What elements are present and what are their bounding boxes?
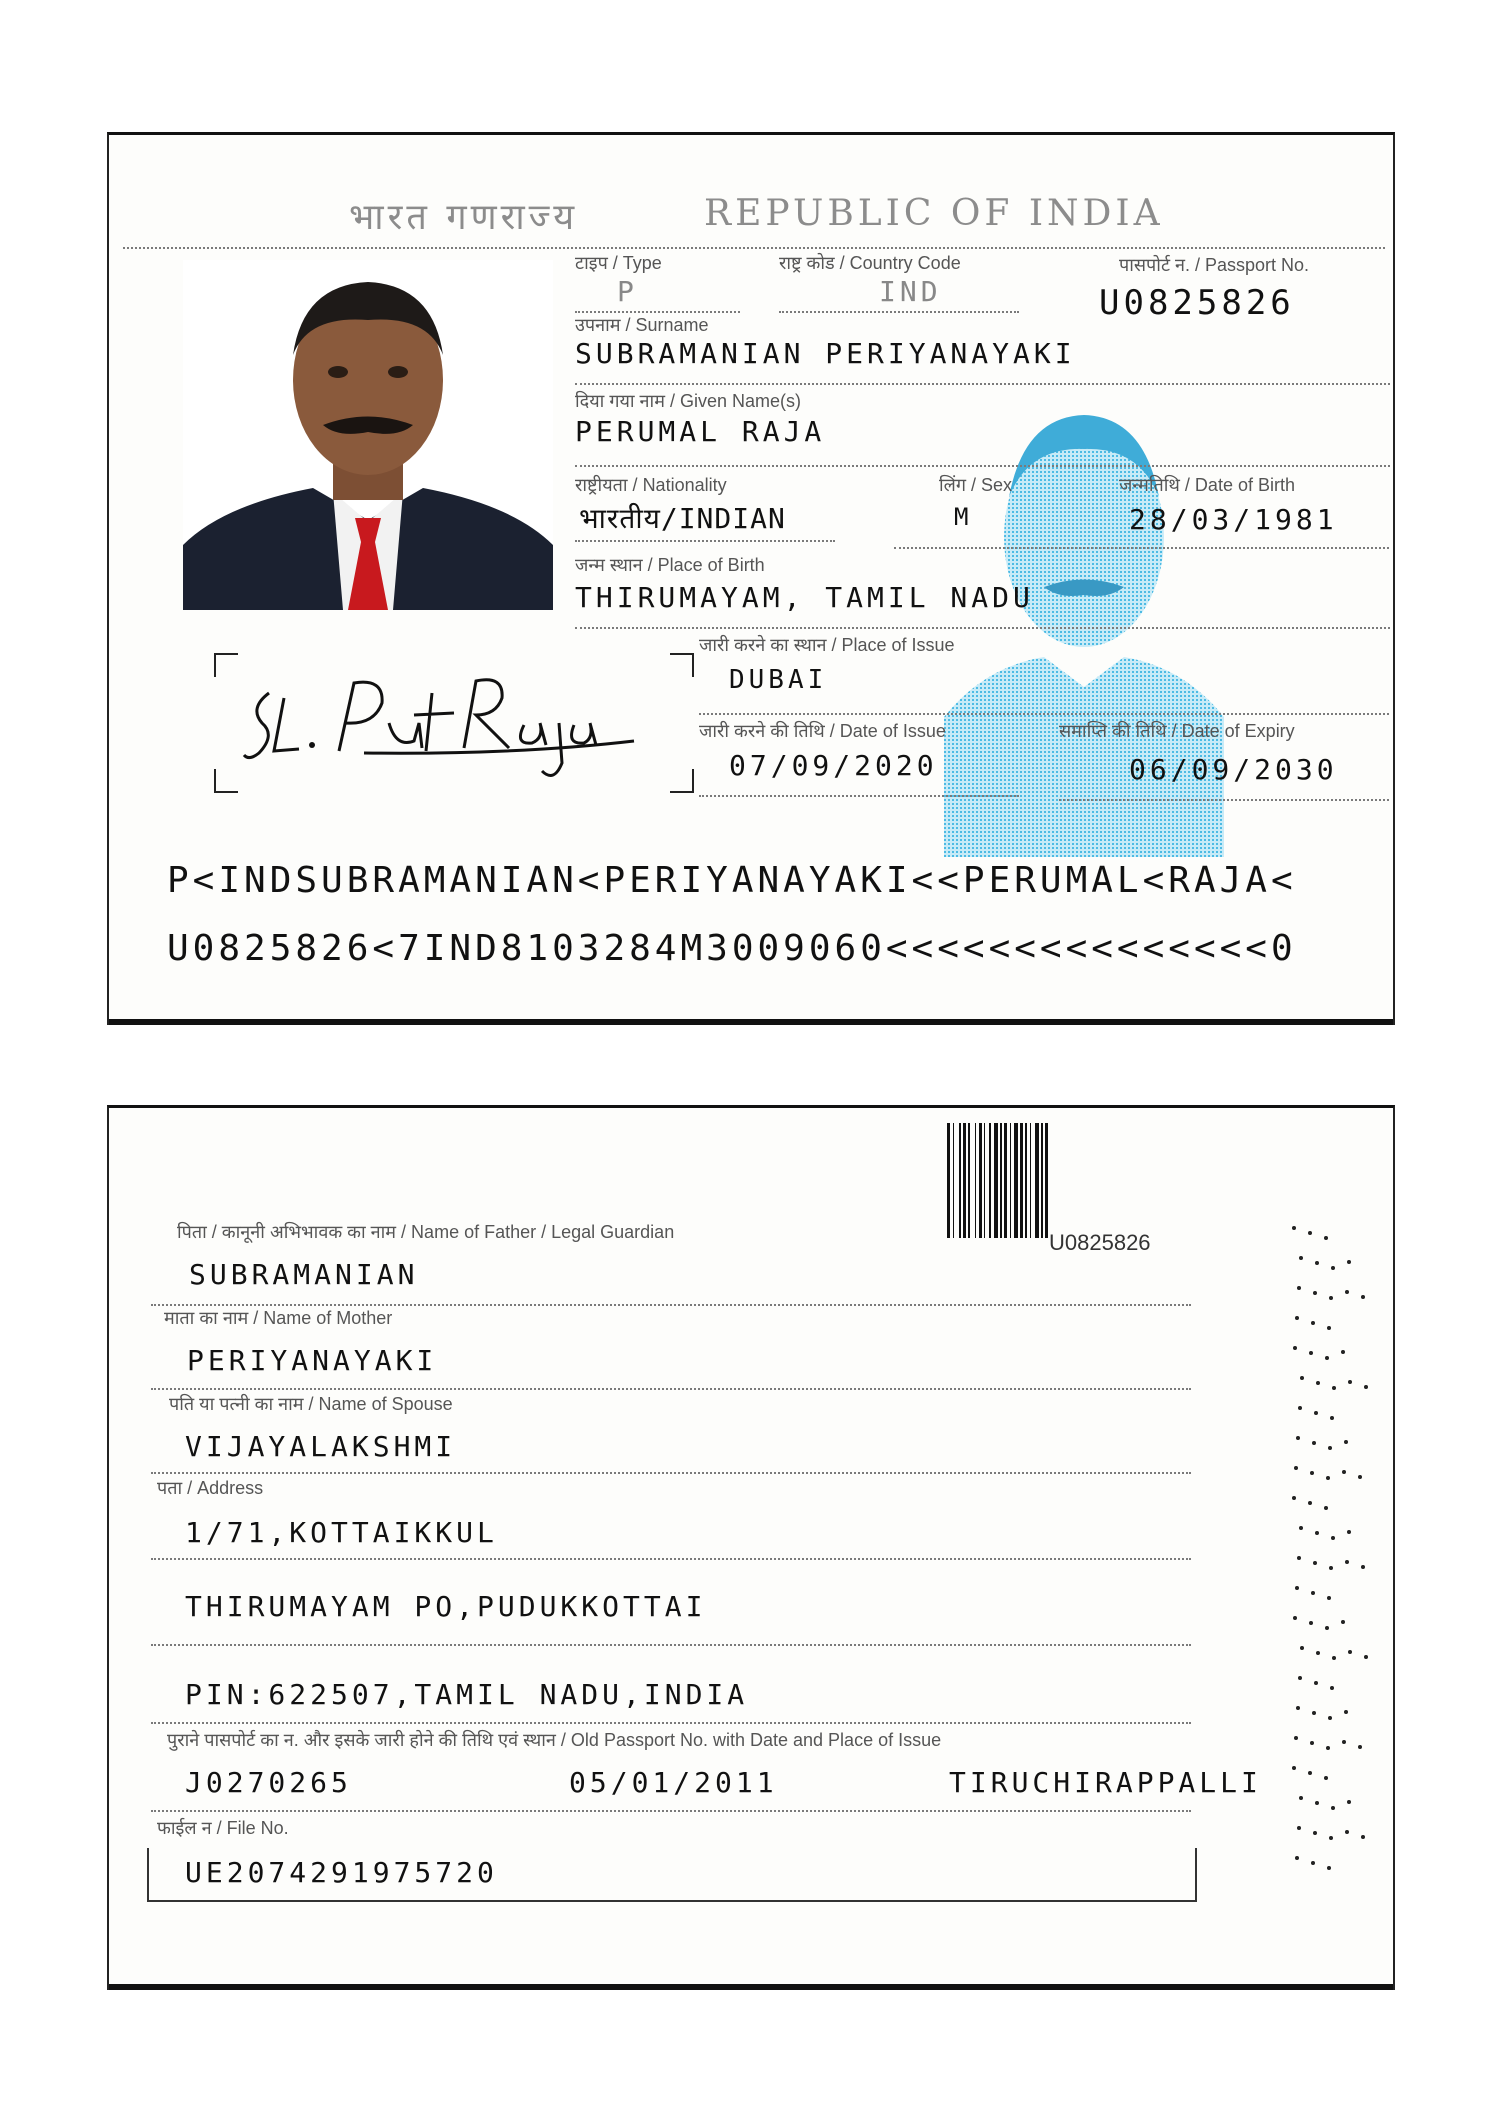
perforation-dot [1309, 1351, 1313, 1355]
perforation-dot [1329, 1836, 1333, 1840]
perforation-dot [1295, 1316, 1299, 1320]
date-of-issue-value: 07/09/2020 [729, 749, 938, 782]
type-value: P [617, 275, 638, 308]
perforation-dot [1345, 1560, 1349, 1564]
barcode-gap [1048, 1123, 1051, 1238]
perforation-dot [1300, 1376, 1304, 1380]
perforation-dot [1310, 1471, 1314, 1475]
perforation-dot [1293, 1616, 1297, 1620]
perforation-dot [1330, 1686, 1334, 1690]
spouse-value: VIJAYALAKSHMI [185, 1430, 457, 1463]
perforation-dot [1364, 1385, 1368, 1389]
label-father: पिता / कानूनी अभिभावक का नाम / Name of Father / Legal Guardian [177, 1222, 675, 1242]
surname-rule [575, 383, 1390, 385]
passport-back-page [107, 1105, 1395, 1990]
perforation-dot [1315, 1261, 1319, 1265]
perforation-dot [1298, 1676, 1302, 1680]
perforation-dot [1315, 1531, 1319, 1535]
perforation-dot [1345, 1830, 1349, 1834]
label-date-of-issue: जारी करने की तिथि / Date of Issue [699, 721, 946, 741]
signature-box [214, 653, 694, 793]
perforation-dot [1361, 1565, 1365, 1569]
perforation-dot [1316, 1381, 1320, 1385]
perforation-dot [1297, 1826, 1301, 1830]
old-passport-place: TIRUCHIRAPPALLI [949, 1766, 1262, 1799]
perforation-dot [1326, 1476, 1330, 1480]
label-nationality: राष्ट्रीयता / Nationality [575, 475, 727, 495]
label-place-of-birth: जन्म स्थान / Place of Birth [575, 555, 765, 575]
perforation-dot [1308, 1501, 1312, 1505]
perforation-dot [1310, 1741, 1314, 1745]
given-names-rule [575, 465, 1390, 467]
perforation-dot [1326, 1746, 1330, 1750]
father-value: SUBRAMANIAN [189, 1258, 419, 1291]
perforation-dot [1361, 1295, 1365, 1299]
perforation-dot [1311, 1591, 1315, 1595]
perforation-dot [1324, 1776, 1328, 1780]
perforation-dot [1358, 1745, 1362, 1749]
date-of-expiry-value: 06/09/2030 [1129, 753, 1338, 786]
spouse-rule [151, 1472, 1191, 1474]
old-passport-rule [151, 1810, 1191, 1812]
place-of-birth-value: THIRUMAYAM, TAMIL NADU [575, 581, 1034, 614]
perforation-dot [1327, 1326, 1331, 1330]
nationality-value: भारतीय/INDIAN [579, 502, 786, 535]
perforation-dot [1313, 1831, 1317, 1835]
mother-value: PERIYANAYAKI [187, 1344, 438, 1377]
file-no-value: UE2074291975720 [185, 1856, 498, 1889]
place-of-issue-rule [699, 713, 1389, 715]
date-of-issue-rule [699, 795, 1019, 797]
perforation-dot [1294, 1466, 1298, 1470]
old-passport-no: J0270265 [185, 1766, 352, 1799]
label-given-names: दिया गया नाम / Given Name(s) [575, 391, 802, 411]
label-dob: जन्मतिथि / Date of Birth [1119, 475, 1295, 495]
place-of-birth-rule [575, 627, 1390, 629]
perforation-dot [1296, 1706, 1300, 1710]
perforation-dot [1292, 1226, 1296, 1230]
perforation-dot [1298, 1406, 1302, 1410]
perforation-dot [1313, 1291, 1317, 1295]
perforation-dot [1364, 1655, 1368, 1659]
header-divider [123, 247, 1385, 249]
perforation-dot [1325, 1356, 1329, 1360]
date-of-expiry-rule [1059, 799, 1389, 801]
signature-corner [214, 769, 238, 793]
passport-data-page [107, 132, 1395, 1025]
label-spouse: पति या पत्नी का नाम / Name of Spouse [169, 1394, 453, 1414]
perforation-dot [1358, 1475, 1362, 1479]
perforation-dot [1348, 1380, 1352, 1384]
perforation-dot [1329, 1566, 1333, 1570]
address-rule-3 [151, 1722, 1191, 1724]
perforation-dot [1296, 1436, 1300, 1440]
perforation-dot [1312, 1711, 1316, 1715]
perforation-dot [1344, 1710, 1348, 1714]
perforation-dot [1329, 1296, 1333, 1300]
perforation-dot [1331, 1806, 1335, 1810]
perforation-dot [1295, 1586, 1299, 1590]
perforation-dot [1347, 1800, 1351, 1804]
header-english: REPUBLIC OF INDIA [704, 193, 1164, 234]
perforation-dot [1309, 1621, 1313, 1625]
label-date-of-expiry: समाप्ति की तिथि / Date of Expiry [1059, 721, 1295, 741]
passport-no-value: U0825826 [1099, 283, 1295, 323]
label-type: टाइप / Type [575, 253, 662, 273]
barcode-number: U0825826 [1049, 1230, 1151, 1255]
dob-rule [894, 547, 1389, 549]
address-line-2: THIRUMAYAM PO,PUDUKKOTTAI [185, 1590, 707, 1623]
label-place-of-issue: जारी करने का स्थान / Place of Issue [699, 635, 955, 655]
perforation-dot [1342, 1740, 1346, 1744]
perforation-dot [1314, 1681, 1318, 1685]
mrz-line-2: U0825826<7IND8103284M3009060<<<<<<<<<<<<<<<0 [167, 928, 1297, 969]
signature [214, 653, 694, 793]
perforation-dot [1294, 1736, 1298, 1740]
label-country-code: राष्ट्र कोड / Country Code [779, 253, 961, 273]
address-rule-1 [151, 1558, 1191, 1560]
perforation-dot [1327, 1596, 1331, 1600]
perforation-dot [1308, 1771, 1312, 1775]
signature-corner [670, 653, 694, 677]
nationality-rule [575, 540, 835, 542]
perforation-dot [1332, 1386, 1336, 1390]
given-names-value: PERUMAL RAJA [575, 415, 826, 448]
holder-photo [183, 260, 553, 610]
address-rule-2 [151, 1644, 1191, 1646]
perforation-dot [1332, 1656, 1336, 1660]
surname-value: SUBRAMANIAN PERIYANAYAKI [575, 337, 1076, 370]
perforation-dot [1344, 1440, 1348, 1444]
perforation-dot [1299, 1796, 1303, 1800]
security-perforations [1284, 1226, 1374, 1926]
perforation-dot [1308, 1231, 1312, 1235]
label-passport-no: पासपोर्ट न. / Passport No. [1119, 255, 1310, 275]
perforation-dot [1324, 1236, 1328, 1240]
perforation-dot [1325, 1626, 1329, 1630]
label-file-no: फाईल न / File No. [157, 1818, 289, 1838]
perforation-dot [1330, 1416, 1334, 1420]
perforation-dot [1300, 1646, 1304, 1650]
perforation-dot [1361, 1835, 1365, 1839]
perforation-dot [1347, 1260, 1351, 1264]
perforation-dot [1313, 1561, 1317, 1565]
old-passport-date: 05/01/2011 [569, 1766, 778, 1799]
perforation-dot [1314, 1411, 1318, 1415]
address-line-3: PIN:622507,TAMIL NADU,INDIA [185, 1678, 749, 1711]
perforation-dot [1347, 1530, 1351, 1534]
perforation-dot [1345, 1290, 1349, 1294]
header-hindi: भारत गणराज्य [349, 197, 579, 238]
perforation-dot [1293, 1346, 1297, 1350]
perforation-dot [1348, 1650, 1352, 1654]
perforation-dot [1312, 1441, 1316, 1445]
perforation-dot [1331, 1266, 1335, 1270]
dob-value: 28/03/1981 [1129, 503, 1338, 536]
perforation-dot [1311, 1861, 1315, 1865]
country-code-rule [779, 311, 1019, 313]
perforation-dot [1331, 1536, 1335, 1540]
label-surname: उपनाम / Surname [575, 315, 709, 335]
sex-value: M [954, 503, 973, 531]
perforation-dot [1342, 1470, 1346, 1474]
perforation-dot [1324, 1506, 1328, 1510]
perforation-dot [1292, 1766, 1296, 1770]
perforation-dot [1299, 1526, 1303, 1530]
address-line-1: 1/71,KOTTAIKKUL [185, 1516, 498, 1549]
perforation-dot [1316, 1651, 1320, 1655]
ghost-image [944, 387, 1224, 857]
signature-corner [670, 769, 694, 793]
perforation-dot [1341, 1620, 1345, 1624]
perforation-dot [1341, 1350, 1345, 1354]
label-sex: लिंग / Sex [939, 475, 1013, 495]
perforation-dot [1295, 1856, 1299, 1860]
label-old-passport: पुराने पासपोर्ट का न. और इसके जारी होने की तिथि एवं स्थान / Old Passport No. with Date and Place of Issue [167, 1730, 942, 1750]
label-mother: माता का नाम / Name of Mother [164, 1308, 393, 1328]
perforation-dot [1315, 1801, 1319, 1805]
mother-rule [151, 1388, 1191, 1390]
perforation-dot [1297, 1286, 1301, 1290]
barcode [947, 1123, 1257, 1238]
perforation-dot [1328, 1716, 1332, 1720]
perforation-dot [1311, 1321, 1315, 1325]
mrz-line-1: P<INDSUBRAMANIAN<PERIYANAYAKI<<PERUMAL<RAJA< [167, 860, 1297, 901]
perforation-dot [1299, 1256, 1303, 1260]
perforation-dot [1328, 1446, 1332, 1450]
country-code-value: IND [879, 275, 942, 308]
place-of-issue-value: DUBAI [729, 665, 828, 695]
perforation-dot [1327, 1866, 1331, 1870]
label-address: पता / Address [157, 1478, 264, 1498]
signature-corner [214, 653, 238, 677]
perforation-dot [1292, 1496, 1296, 1500]
perforation-dot [1297, 1556, 1301, 1560]
